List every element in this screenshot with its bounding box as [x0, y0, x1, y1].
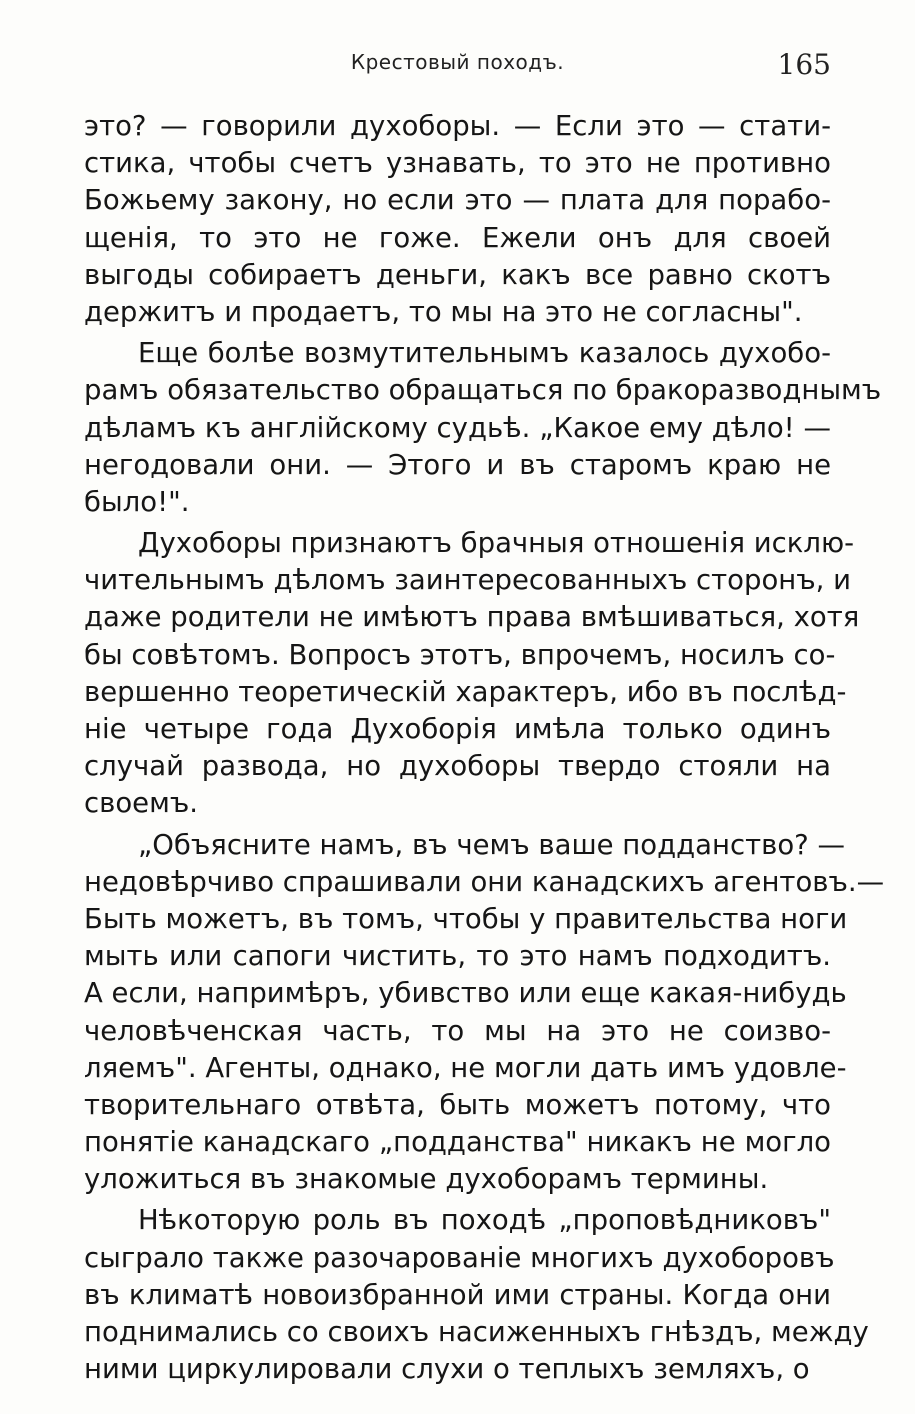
text-line: уложиться въ знакомые духоборамъ термины. [84, 1163, 769, 1196]
text-line: въ климатѣ новоизбранной ими страны. Когда они [84, 1278, 831, 1311]
text-line: Быть можетъ, въ томъ, чтобы у правительства ноги [84, 902, 848, 935]
text-line: сыграло также разочарованіе многихъ духоборовъ [84, 1241, 835, 1274]
text-line: бы совѣтомъ. Вопросъ этотъ, впрочемъ, носилъ со- [84, 638, 836, 671]
text-line: Еще болѣе возмутительнымъ казалось духобо- [138, 337, 831, 370]
text-line: вершенно теоретическій характеръ, ибо въ послѣд- [84, 675, 847, 708]
text-line: мыть или сапоги чистить, то это намъ подходитъ. [84, 940, 831, 973]
text-line: Божьему закону, но если это — плата для порабо- [84, 184, 831, 217]
text-line: А если, напримѣръ, убивство или еще какая-нибудь [84, 977, 847, 1010]
text-line: Духоборы признаютъ брачныя отношенія исклю- [138, 527, 855, 560]
running-title: Крестовый походъ. [350, 50, 565, 74]
paragraph [84, 335, 882, 521]
text-line: даже родители не имѣютъ права вмѣшиваться, хотя [84, 601, 860, 634]
text-line: своемъ. [84, 787, 198, 820]
text-line: щенія, то это не гоже. Ежели онъ для своей [84, 221, 831, 254]
text-line: чительнымъ дѣломъ заинтересованныхъ сторонъ, и [84, 564, 852, 597]
paragraph [84, 525, 860, 823]
text-line: творительнаго отвѣта, быть можетъ потому, что [84, 1088, 831, 1121]
text-line: выгоды собираетъ деньги, какъ все равно скотъ [84, 258, 831, 291]
text-line: ними циркулировали слухи о теплыхъ земляхъ, о [84, 1353, 810, 1386]
paragraph [84, 827, 885, 1199]
text-line: ляемъ". Агенты, однако, не могли дать имъ удовле- [84, 1051, 847, 1084]
text-line: стика, чтобы счетъ узнавать, то это не противно [84, 147, 831, 180]
text-line: поднимались со своихъ насиженныхъ гнѣздъ, между [84, 1316, 869, 1348]
text-line: Нѣкоторую роль въ походѣ „проповѣдниковъ" [138, 1204, 831, 1237]
text-line: человѣченская часть, то мы на это не соизво- [84, 1014, 831, 1047]
text-line: было!". [84, 485, 190, 518]
paragraph [84, 108, 831, 331]
text-line: случай развода, но духоборы твердо стояли на [84, 750, 831, 783]
text-line: недовѣрчиво спрашивали они канадскихъ агентовъ.— [84, 865, 885, 898]
text-line: понятіе канадскаго „подданства" никакъ не могло [84, 1126, 831, 1159]
text-line: держитъ и продаетъ, то мы на это не согласны". [84, 295, 803, 328]
text-line: „Объясните намъ, въ чемъ ваше подданство? — [138, 828, 845, 861]
text-line: негодовали они. — Этого и въ старомъ краю не [84, 448, 831, 481]
running-head [84, 44, 831, 88]
text-line: ніе четыре года Духоборія имѣла только одинъ [84, 713, 831, 745]
text-line: рамъ обязательство обращаться по бракоразводнымъ [84, 374, 882, 407]
body-text [84, 108, 885, 1388]
text-line: дѣламъ къ англійскому судьѣ. „Какое ему дѣло! — [84, 411, 831, 444]
page-number: 165 [777, 48, 831, 81]
text-line: это? — говорили духоборы. — Если это — стати- [84, 110, 831, 142]
paragraph [84, 1202, 869, 1388]
